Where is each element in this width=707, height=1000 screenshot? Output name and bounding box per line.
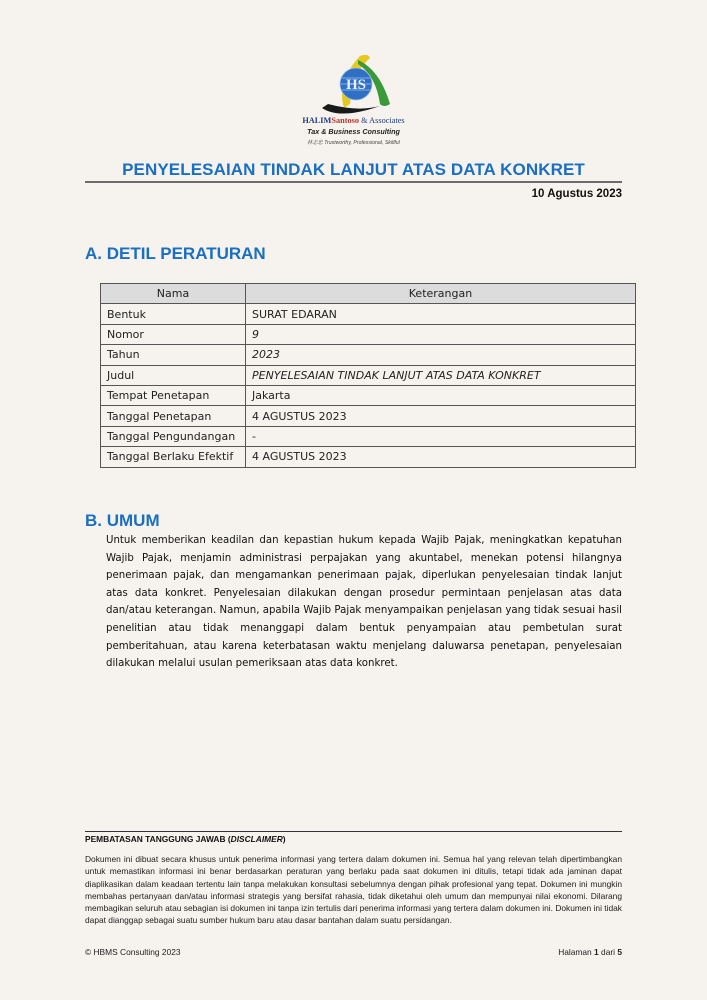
table-row: [101, 406, 636, 426]
row-value: 4 AGUSTUS 2023: [246, 406, 636, 426]
document-title: PENYELESAIAN TINDAK LANJUT ATAS DATA KONKRET: [122, 160, 585, 179]
row-value: -: [246, 426, 636, 446]
table-row: [101, 385, 636, 405]
row-label: Tahun: [101, 345, 246, 365]
logo-motto: 林志忠 Trustworthy, Professional, Skillful: [307, 140, 400, 146]
table-row: [101, 345, 636, 365]
table-row: [101, 426, 636, 446]
column-header-keterangan: Keterangan: [246, 284, 636, 304]
row-label: Nomor: [101, 324, 246, 344]
document-date: 10 Agustus 2023: [531, 188, 622, 200]
table-header-row: [101, 284, 636, 304]
logo-company-name: HALIMSantoso & Associates: [302, 116, 405, 125]
general-paragraph: Untuk memberikan keadilan dan kepastian hukum kepada Wajib Pajak, meningkatkan kepatuhan Wajib Pajak, menjamin administrasi perpajakan yang akuntabel, menekan potensi hilangnya penerimaan pajak, dan mengamankan penerimaan pajak, diperlukan penyelesaian tindak lanjut atas data konkret. Penyelesaian dilakukan dengan prosedur permintaan penjelasan atas data dan/atau keterangan. Namun, apabila Wajib Pajak menyampaikan penjelasan yang tidak sesuai hasil penelitian atau tidak menanggapi dalam bentuk penyampaian atau pembetulan surat pemberitahuan, atau karena keterbatasan waktu menjelang daluwarsa penetapan, penyelesaian dilakukan melalui usulan pemeriksaan atas data konkret.: [106, 535, 622, 670]
regulation-detail-table: [100, 283, 636, 468]
table-row: [101, 447, 636, 467]
row-value: 2023: [246, 345, 636, 365]
row-value: 4 AGUSTUS 2023: [246, 447, 636, 467]
footer-page-number: Halaman 1 dari 5: [558, 947, 622, 957]
globe-logo-icon: [314, 52, 394, 116]
row-label: Judul: [101, 365, 246, 385]
row-label: Tanggal Penetapan: [101, 406, 246, 426]
section-a-heading: A. DETIL PERATURAN: [85, 244, 266, 263]
table-row: [101, 304, 636, 324]
row-label: Bentuk: [101, 304, 246, 324]
footer-copyright: © HBMS Consulting 2023: [85, 947, 181, 957]
row-label: Tanggal Berlaku Efektif: [101, 447, 246, 467]
disclaimer-text: Dokumen ini dibuat secara khusus untuk penerima informasi yang tertera dalam dokumen ini. Semua hal yang relevan telah dipertimbangkan untuk memastikan informasi ini benar berdasarkan peraturan yang berlaku pada saat dokumen ini ditulis, tetapi tidak ada jaminan dapat diaplikasikan dalam keadaan tertentu lain tanpa melakukan konsultasi sebelumnya dengan pihak profesional yang tepat. Dokumen ini mungkin membahas pertanyaan dan/atau informasi strategis yang bersifat rahasia, tidak diketahui oleh umum dan mempunyai nilai ekonomi. Dilarang membagikan seluruh atau sebagian isi dokumen ini tanpa izin tertulis dari penerima informasi yang tertera dalam dokumen ini. Dokumen ini tidak dapat dianggap sebagai suatu sumber hukum baru atau dasar bantahan dalam suatu persidangan.: [85, 854, 622, 926]
disclaimer-divider: [85, 831, 622, 832]
table-row: [101, 324, 636, 344]
table-row: [101, 365, 636, 385]
row-value: PENYELESAIAN TINDAK LANJUT ATAS DATA KONKRET: [246, 365, 636, 385]
row-label: Tanggal Pengundangan: [101, 426, 246, 446]
company-logo: [286, 52, 421, 152]
disclaimer-heading: PEMBATASAN TANGGUNG JAWAB (DISCLAIMER): [85, 834, 286, 844]
logo-tagline: Tax & Business Consulting: [307, 127, 400, 136]
row-value: Jakarta: [246, 385, 636, 405]
row-value: 9: [246, 324, 636, 344]
title-divider: [85, 181, 622, 183]
row-value: SURAT EDARAN: [246, 304, 636, 324]
row-label: Tempat Penetapan: [101, 385, 246, 405]
column-header-nama: Nama: [101, 284, 246, 304]
svg-text:HS: HS: [345, 77, 366, 93]
section-b-heading: B. UMUM: [85, 511, 160, 530]
